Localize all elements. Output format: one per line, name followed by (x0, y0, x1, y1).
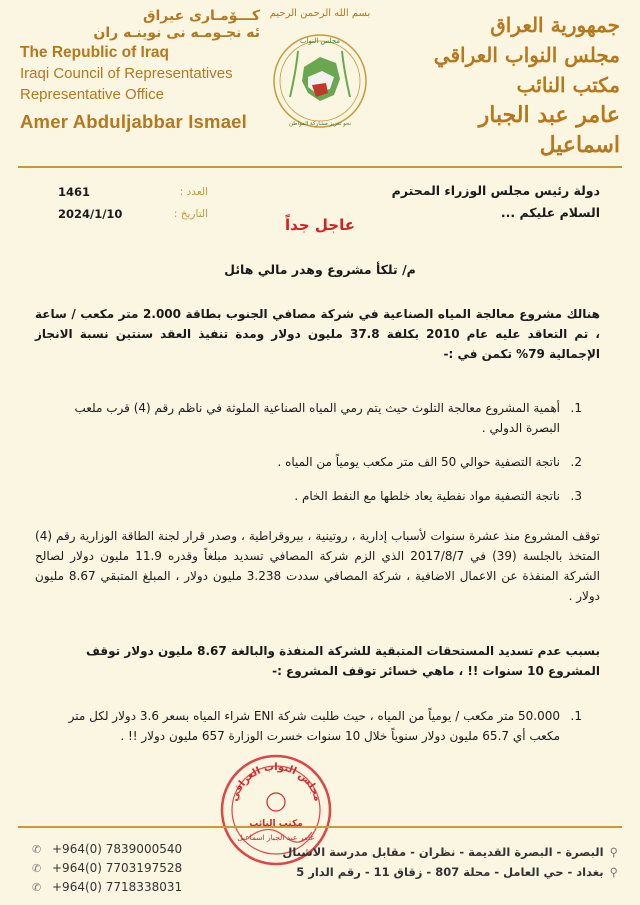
kurdish-title-2: ئه نجـومـه نى نوينـه ران (93, 25, 260, 41)
item-text: ناتجة التصفية مواد نفطية يعاد خلطها مع النفط الخام . (294, 489, 560, 503)
basmala: بسم الله الرحمن الرحيم (269, 8, 371, 19)
ar-republic: جمهورية العراق (490, 13, 620, 37)
letterhead-center (250, 8, 390, 139)
stamp-inner-text: مكتب النائب (249, 819, 303, 829)
phone-row (32, 859, 212, 878)
list-item (37, 452, 582, 472)
paragraph-3: بسبب عدم تسديد المستحقات المتبقية للشركة المنفذة والبالغة 8.67 مليون دولار توقف المشروع 10 سنوات !! ، ماهي خسائر توقف المشروع :- (85, 644, 600, 678)
urgent-label: عاجل جداً (285, 216, 355, 234)
footer-addresses (258, 842, 618, 882)
footer-phones (32, 840, 212, 897)
ar-representative-name: عامر عبد الجبار اسماعيل (478, 102, 620, 158)
list-item (37, 706, 582, 746)
kurdish-title-1: كـــۆمـارى عيراق (142, 8, 260, 24)
phone-icon: ✆ (32, 881, 42, 894)
paragraph-1: هنالك مشروع معالجة المياه الصناعية في شركة مصافي الجنوب بطاقة 2.000 متر مكعب / ساعة ، تم التعاقد عليه عام 2010 بكلفة 37.8 مليون دولار ومدة تنفيذ العقد سنتين نسبة الانجاز الإجمالية 79% تكمن في :- (35, 307, 600, 361)
address-row (258, 862, 618, 882)
ar-office: مكتب النائب (516, 73, 620, 97)
item-number: 2. (570, 455, 582, 469)
list-item (37, 486, 582, 506)
item-number: 3. (570, 489, 582, 503)
ar-council: مجلس النواب العراقي (433, 43, 620, 67)
phone-icon: ✆ (32, 862, 42, 875)
emblem-bottom-text: نحو تعزيز مشاركة المواطن (288, 121, 352, 127)
item-text: 50.000 متر مكعب / يومياً من المياه ، حيث طلبت شركة ENI شراء المياه بسعر 3.6 دولار لكل متر مكعب أي 65.7 مليون دولار سنوياً خلال 10 سنوات خسرت الوزارة 657 مليون دولار !! . (68, 709, 560, 743)
footer-divider (18, 826, 622, 828)
en-republic: The Republic of Iraq (20, 44, 169, 61)
phone-row (32, 878, 212, 897)
ref-number: 1461 (58, 185, 91, 199)
addressee-line-2: السلام عليكم ... (500, 205, 600, 220)
item-number: 1. (570, 709, 582, 723)
header-divider (18, 166, 622, 168)
stamp-signature-text: عامر عبد الجبار اسماعيل (237, 833, 315, 842)
ref-date-label: التاريخ : (173, 208, 208, 220)
ref-date: 2024/1/10 (58, 207, 123, 221)
phone-number: +964(0) 7718338031 (52, 880, 183, 894)
letterhead-right (405, 10, 620, 160)
subject-line: م/ تلكأ مشروع وهدر مالي هائل (224, 262, 416, 277)
phone-number: +964(0) 7703197528 (52, 861, 183, 875)
en-office: Representative Office (20, 86, 164, 103)
stamp-outer-text: مجلس النواب العراقي (228, 761, 323, 803)
points-list (37, 398, 582, 520)
phone-row (32, 840, 212, 859)
item-text: ناتجة التصفية حوالي 50 الف متر مكعب يومياً من المياه . (277, 455, 560, 469)
phone-icon: ✆ (32, 843, 42, 856)
addressee-line-1: دولة رئيس مجلس الوزراء المحترم (391, 183, 600, 198)
paragraph-2: توقف المشروع منذ عشرة سنوات لأسباب إدارية ، روتينية ، بيروقراطية ، وصدر قرار لجنة الطاقة الوزارية رقم (4) المتخذ بالجلسة (39) في 2017/8/7 الذي الزم شركة المصافي تسديد مبلغاً وقدره 11.9 مليون دولار لصالح الشركة المنفذة عن الاعمال الاضافية ، شركة المصافي سددت 3.238 مليون دولار ، المبلغ المتبقي 8.67 مليون دولار . (35, 529, 600, 603)
ref-number-label: العدد : (179, 186, 208, 198)
address-baghdad: بغداد - حي العامل - محلة 807 - زقاق 11 - رقم الدار 5 (296, 865, 604, 879)
item-text: أهمية المشروع معالجة التلوث حيث يتم رمي المياه الصناعية الملوثة في ناظم رقم (4) قرب ملعب البصرة الدولي . (74, 401, 560, 435)
en-representative-name: Amer Abduljabbar Ismael (20, 111, 248, 132)
emblem-top-text: مجلس النواب (299, 37, 341, 45)
location-pin-icon: ⚲ (609, 845, 618, 859)
address-basra: البصرة - البصرة القديمة - نظران - مقابل مدرسة الاشبال (282, 845, 604, 859)
en-council: Iraqi Council of Representatives (20, 65, 233, 82)
location-pin-icon: ⚲ (609, 865, 618, 879)
letterhead-left (20, 8, 260, 133)
phone-number: +964(0) 7839000540 (52, 842, 183, 856)
item-number: 1. (570, 401, 582, 415)
address-row (258, 842, 618, 862)
list-item (37, 398, 582, 438)
council-emblem-icon (268, 21, 372, 139)
